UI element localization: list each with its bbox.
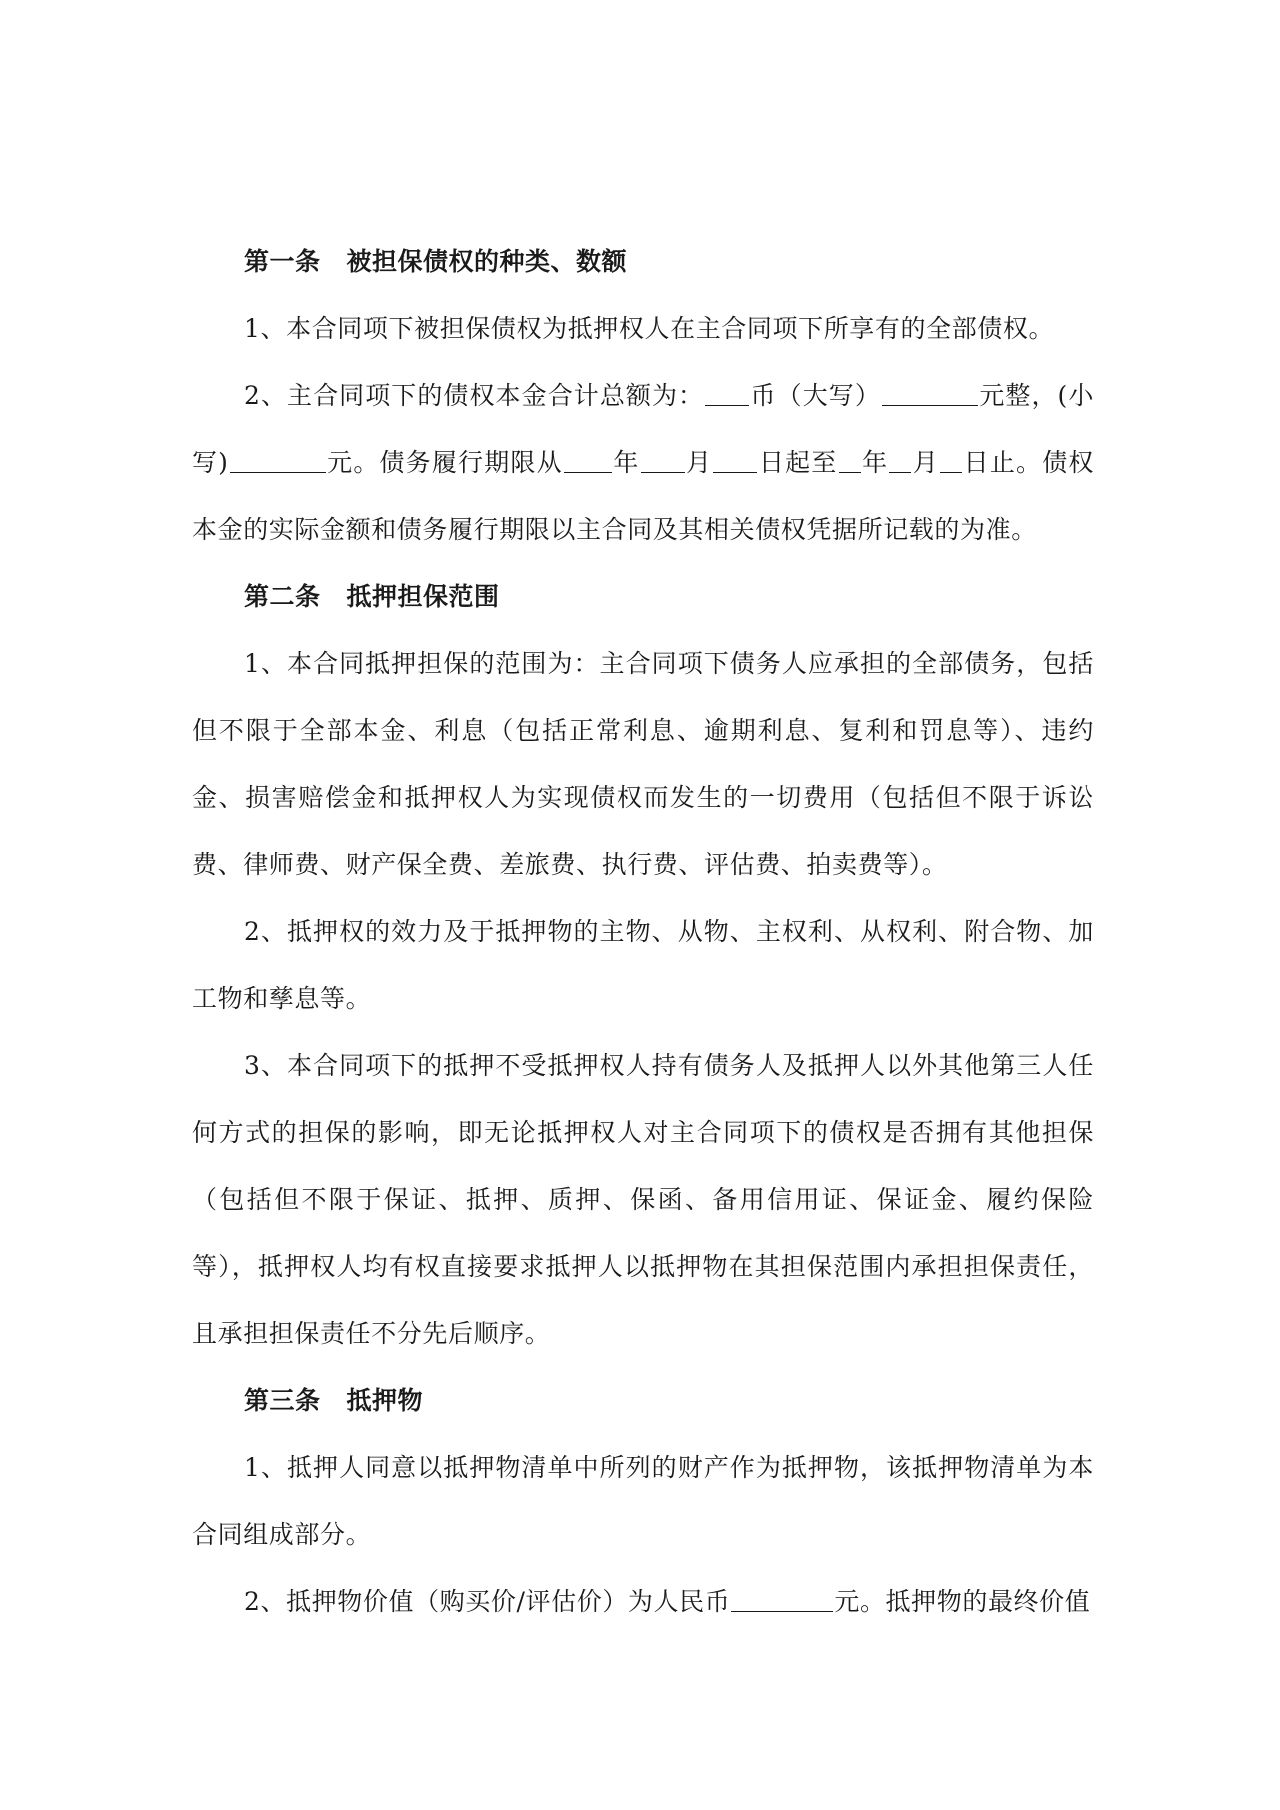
end-day-blank — [940, 448, 962, 473]
article3-title: 抵押物 — [346, 1386, 424, 1415]
collateral-value-blank — [731, 1587, 833, 1612]
article2-title: 抵押担保范围 — [346, 582, 500, 611]
start-month-blank — [641, 448, 685, 473]
article3-clause2: 2、抵押物价值（购买价/评估价）为人民币 元。抵押物的最终价值 — [244, 1587, 1091, 1616]
article2-clause2: 2、抵押权的效力及于抵押物的主物、从物、主权利、从权利、附合物、加工物和孳息等。 — [192, 917, 1094, 1013]
article1-clause1: 1、本合同项下被担保债权为抵押权人在主合同项下所享有的全部债权。 — [244, 314, 1055, 343]
article3-heading — [192, 1367, 1094, 1434]
article3-number: 第三条 — [244, 1386, 321, 1415]
amount-uppercase-blank — [882, 381, 978, 406]
article1-clause2: 2、主合同项下的债权本金合计总额为： 币（大写） 元整，(小写) 元。债务履行期限从 年 月 日起至 年 月 日止。债权本金的实际金额和债务履行期限以主合同及其相关债权凭据所记载的为准。 — [192, 381, 1094, 544]
article1-heading — [192, 228, 1094, 295]
article3-clause1: 1、抵押人同意以抵押物清单中所列的财产作为抵押物，该抵押物清单为本合同组成部分。 — [192, 1453, 1094, 1549]
article1-number: 第一条 — [244, 247, 321, 276]
article2-heading — [192, 563, 1094, 630]
article2-number: 第二条 — [244, 582, 321, 611]
start-day-blank — [713, 448, 757, 473]
currency-blank — [705, 381, 749, 406]
contract-page — [192, 228, 1094, 1635]
end-year-blank — [839, 448, 861, 473]
article1-title: 被担保债权的种类、数额 — [346, 247, 628, 276]
article2-clause1: 1、本合同抵押担保的范围为：主合同项下债务人应承担的全部债务，包括但不限于全部本金、利息（包括正常利息、逾期利息、复利和罚息等）、违约金、损害赔偿金和抵押权人为实现债权而发生的一切费用（包括但不限于诉讼费、律师费、财产保全费、差旅费、执行费、评估费、拍卖费等）。 — [192, 649, 1094, 879]
amount-lowercase-blank — [230, 448, 326, 473]
start-year-blank — [564, 448, 612, 473]
article2-clause3: 3、本合同项下的抵押不受抵押权人持有债务人及抵押人以外其他第三人任何方式的担保的影响，即无论抵押权人对主合同项下的债权是否拥有其他担保（包括但不限于保证、抵押、质押、保函、备用信用证、保证金、履约保险等），抵押权人均有权直接要求抵押人以抵押物在其担保范围内承担担保责任，且承担担保责任不分先后顺序。 — [192, 1051, 1094, 1348]
end-month-blank — [889, 448, 911, 473]
